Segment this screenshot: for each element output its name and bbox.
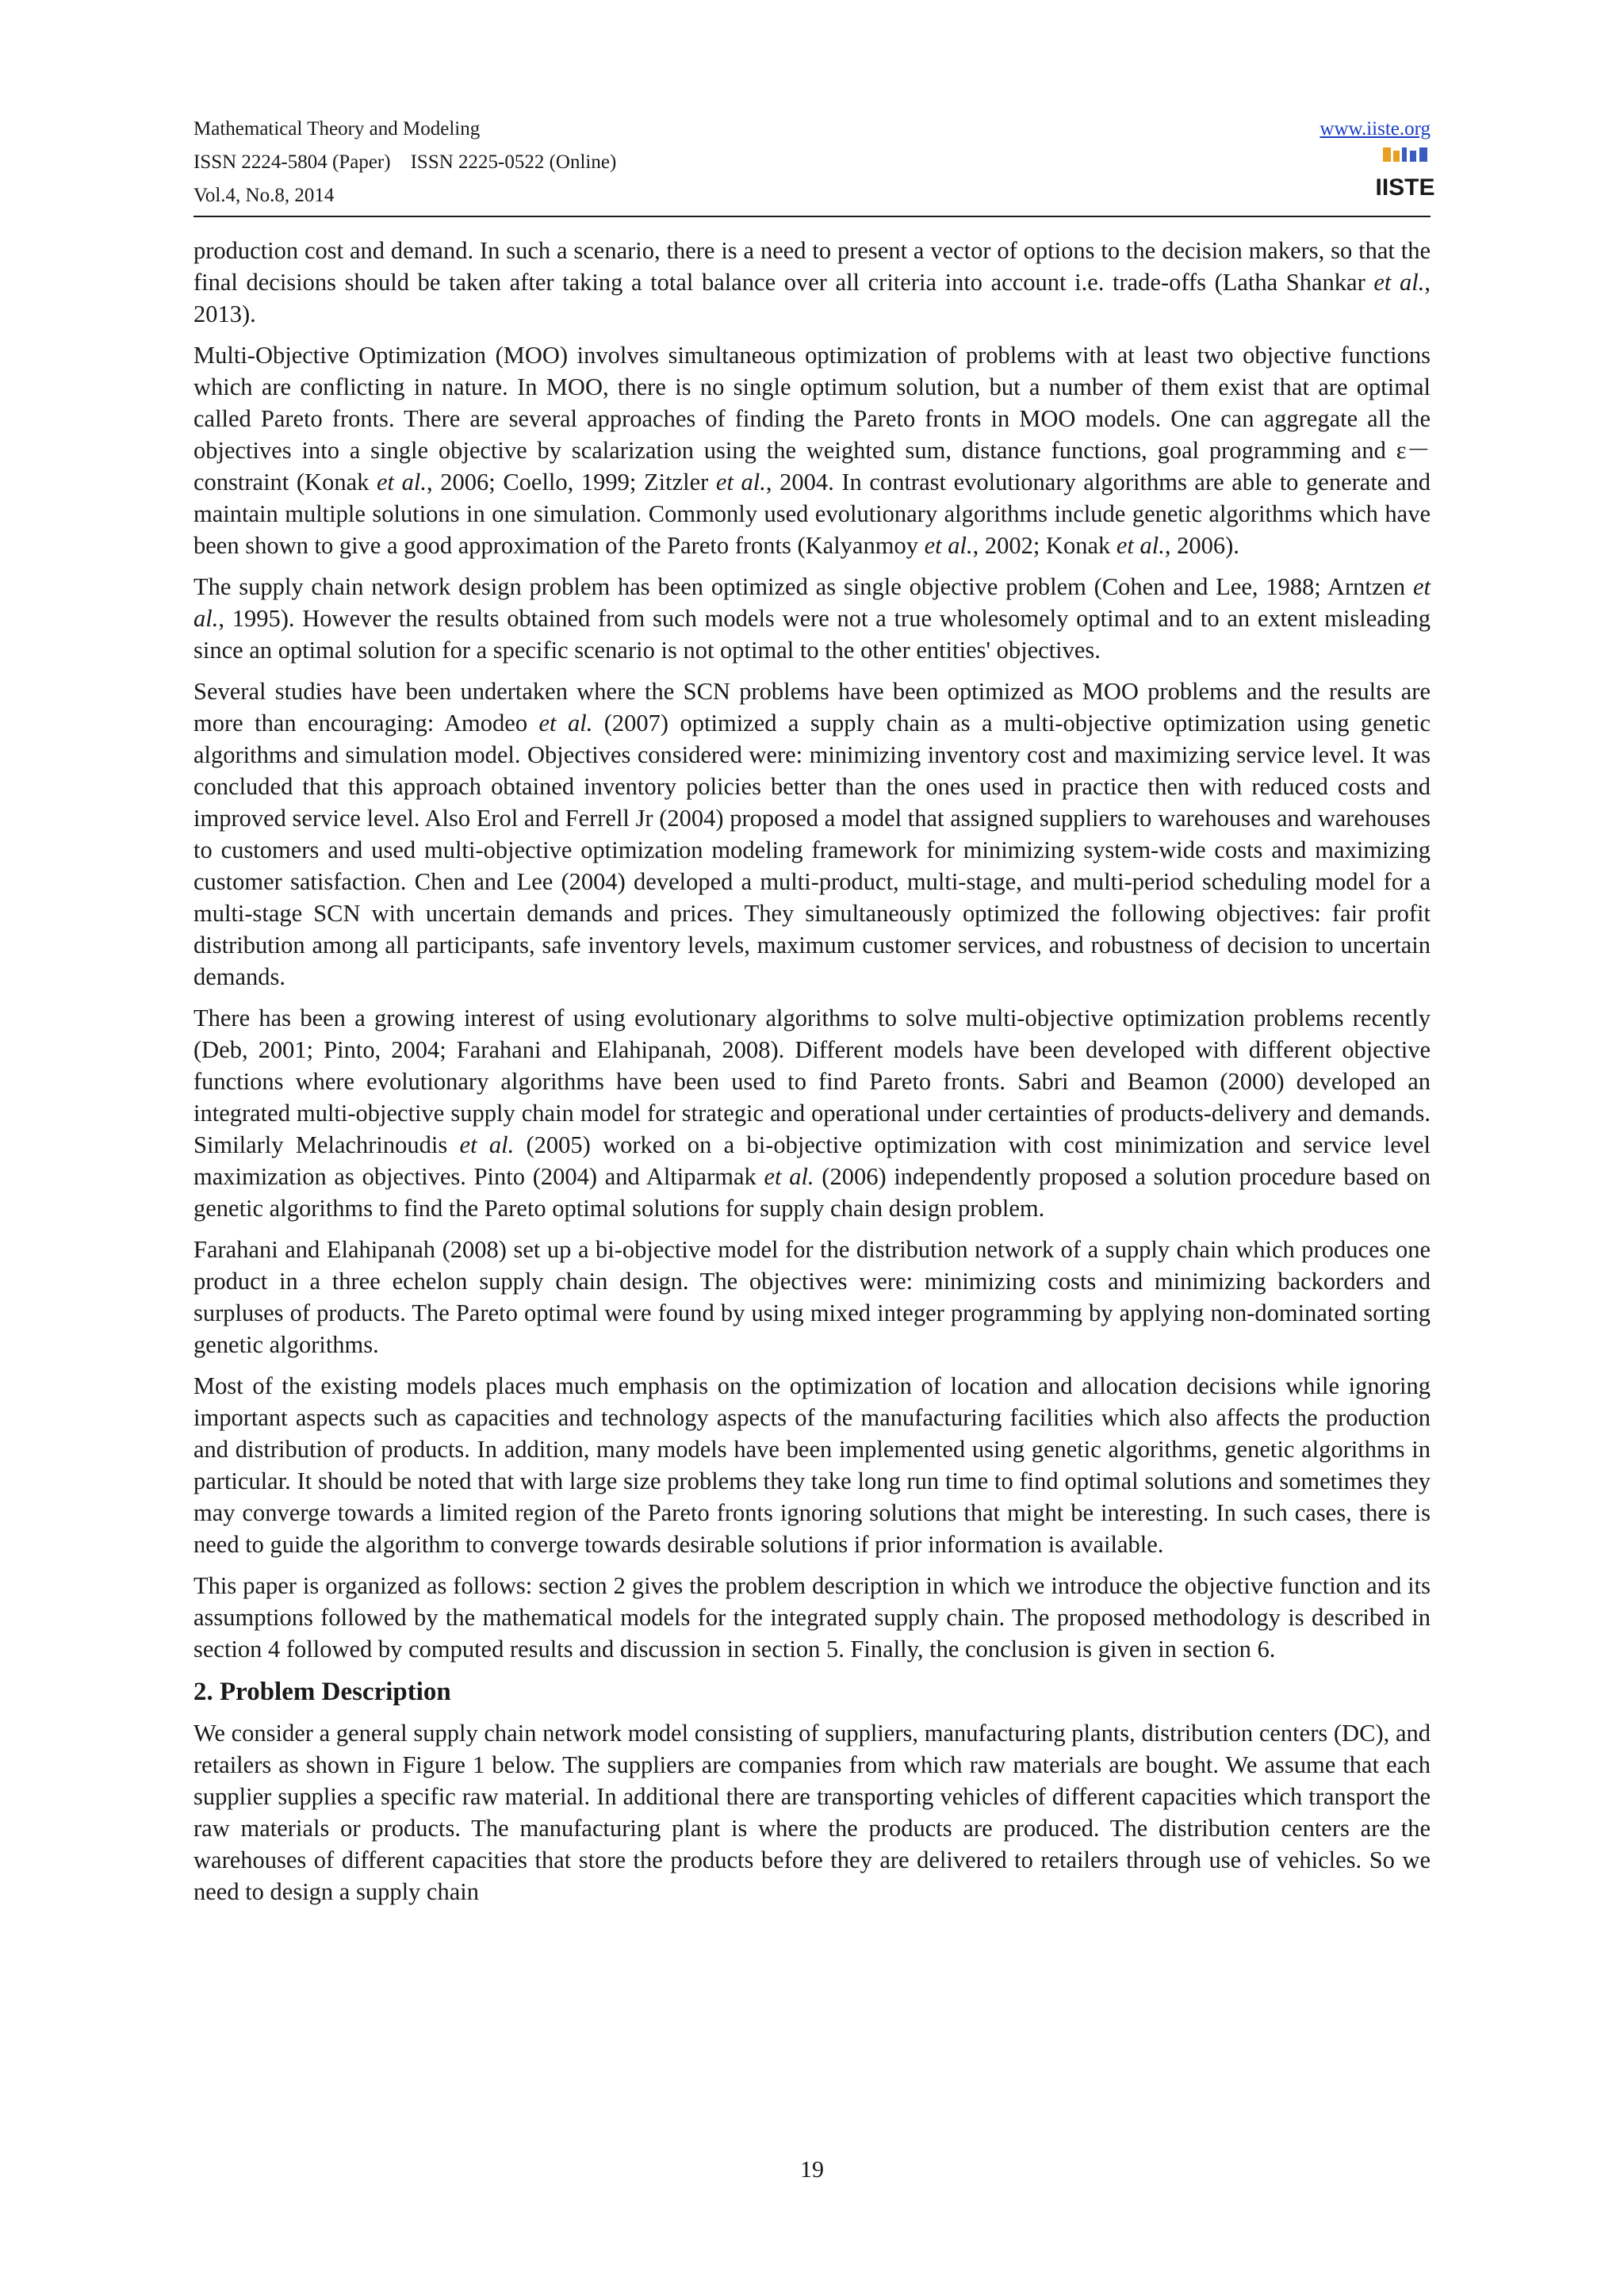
paragraph-8: This paper is organized as follows: section 2 gives the problem description in which we introduce the objective function and its assumptions followed by the mathematical models for the integrated supply chain. The proposed methodology is described in section 4 followed by computed results and discussion in section 5. Finally, the conclusion is given in section 6. bbox=[193, 1572, 1431, 1663]
page-number: 19 bbox=[800, 2156, 824, 2183]
article-body bbox=[193, 235, 1431, 1917]
header-right bbox=[1320, 113, 1431, 146]
logo-bar-5 bbox=[1419, 147, 1427, 162]
journal-url-link[interactable]: www.iiste.org bbox=[1320, 118, 1431, 140]
paragraph-7: Most of the existing models places much emphasis on the optimization of location and allocation decisions while ignoring important aspects such as capacities and technology aspects of the manufacturing facilities which also affects the production and distribution of products. In addition, many models have been implemented using genetic algorithms, genetic algorithms in particular. It should be noted that with large size problems they take long run time to find optimal solutions and sometimes they may converge towards a limited region of the Pareto fronts ignoring solutions that might be interesting. In such cases, there is need to guide the algorithm to converge towards desirable solutions if prior information is available. bbox=[193, 1372, 1431, 1558]
header-rule bbox=[193, 216, 1431, 217]
logo-bar-1 bbox=[1383, 147, 1391, 162]
logo-bar-2 bbox=[1393, 151, 1400, 162]
paragraph-1: production cost and demand. In such a scenario, there is a need to present a vector of options to the decision makers, so that the final decisions should be taken after taking a total balance over all criteria into account i.e. trade-offs (Latha Shankar et al., 2013). bbox=[193, 237, 1431, 327]
paragraph-6: Farahani and Elahipanah (2008) set up a bi-objective model for the distribution network of a supply chain which produces one product in a three echelon supply chain design. The objectives were: minimizing costs and minimizing backorders and surpluses of products. The Pareto optimal were found by using mixed integer programming by applying non-dominated sorting genetic algorithms. bbox=[193, 1236, 1431, 1358]
epsilon-symbol: ε－ bbox=[1396, 437, 1431, 464]
paragraph-2: Multi-Objective Optimization (MOO) involves simultaneous optimization of problems with at least two objective functions which are conflicting in nature. In MOO, there is no single optimum solution, but a number of them exist that are optimal called Pareto fronts. There are several approaches of finding the Pareto fronts in MOO models. One can aggregate all the objectives into a single objective by scalarization using the weighted sum, distance functions, goal programming and ε－constraint (Konak et al., 2006; Coello, 1999; Zitzler et al., 2004. In contrast evolutionary algorithms are able to generate and maintain multiple solutions in one simulation. Commonly used evolutionary algorithms include genetic algorithms which have been shown to give a good approximation of the Pareto fronts (Kalyanmoy et al., 2002; Konak et al., 2006). bbox=[193, 342, 1431, 559]
paragraph-4: Several studies have been undertaken where the SCN problems have been optimized as MOO problems and the results are more than encouraging: Amodeo et al. (2007) optimized a supply chain as a multi-objective optimization using genetic algorithms and simulation model. Objectives considered were: minimizing inventory cost and maximizing service level. It was concluded that this approach obtained inventory policies better than the ones used in practice then with reduced costs and improved service level. Also Erol and Ferrell Jr (2004) proposed a model that assigned suppliers to warehouses and warehouses to customers and used multi-objective optimization modeling framework for minimizing system-wide costs and maximizing customer satisfaction. Chen and Lee (2004) developed a multi-product, multi-stage, and multi-period scheduling model for a multi-stage SCN with uncertain demands and prices. They simultaneously optimized the following objectives: fair profit distribution among all participants, safe inventory levels, maximum customer services, and robustness of decision to uncertain demands. bbox=[193, 678, 1431, 990]
journal-title: Mathematical Theory and Modeling bbox=[193, 118, 481, 140]
paragraph-9: We consider a general supply chain network model consisting of suppliers, manufacturing plants, distribution centers (DC), and retailers as shown in Figure 1 below. The suppliers are companies from which raw materials are bought. We assume that each supplier supplies a specific raw material. In additional there are transporting vehicles of different capacities which transport the raw materials or products. The manufacturing plant is where the products are produced. The distribution centers are the warehouses of different capacities that store the products before they are delivered to retailers through use of vehicles. So we need to design a supply chain bbox=[193, 1720, 1431, 1905]
iiste-logo bbox=[1375, 146, 1435, 203]
logo-bar-4 bbox=[1410, 151, 1416, 162]
journal-header bbox=[193, 113, 616, 212]
section-heading-problem-description: 2. Problem Description bbox=[193, 1678, 451, 1706]
logo-bar-3 bbox=[1402, 147, 1407, 162]
issn-line: ISSN 2224-5804 (Paper) ISSN 2225-0522 (Online) bbox=[193, 151, 617, 173]
volume-line: Vol.4, No.8, 2014 bbox=[193, 185, 335, 206]
paragraph-3: The supply chain network design problem has been optimized as single objective problem (Cohen and Lee, 1988; Arntzen et al., 1995). However the results obtained from such models were not a true wholesomely optimal and to an extent misleading since an optimal solution for a specific scenario is not optimal to the other entities' objectives. bbox=[193, 573, 1431, 664]
paragraph-5: There has been a growing interest of using evolutionary algorithms to solve multi-objective optimization problems recently (Deb, 2001; Pinto, 2004; Farahani and Elahipanah, 2008). Different models have been developed with different objective functions where evolutionary algorithms have been used to find Pareto fronts. Sabri and Beamon (2000) developed an integrated multi-objective supply chain model for strategic and operational under certainties of products-delivery and demands. Similarly Melachrinoudis et al. (2005) worked on a bi-objective optimization with cost minimization and service level maximization as objectives. Pinto (2004) and Altiparmak et al. (2006) independently proposed a solution procedure based on genetic algorithms to find the Pareto optimal solutions for supply chain design problem. bbox=[193, 1004, 1431, 1222]
logo-text: IISTE bbox=[1375, 174, 1435, 201]
